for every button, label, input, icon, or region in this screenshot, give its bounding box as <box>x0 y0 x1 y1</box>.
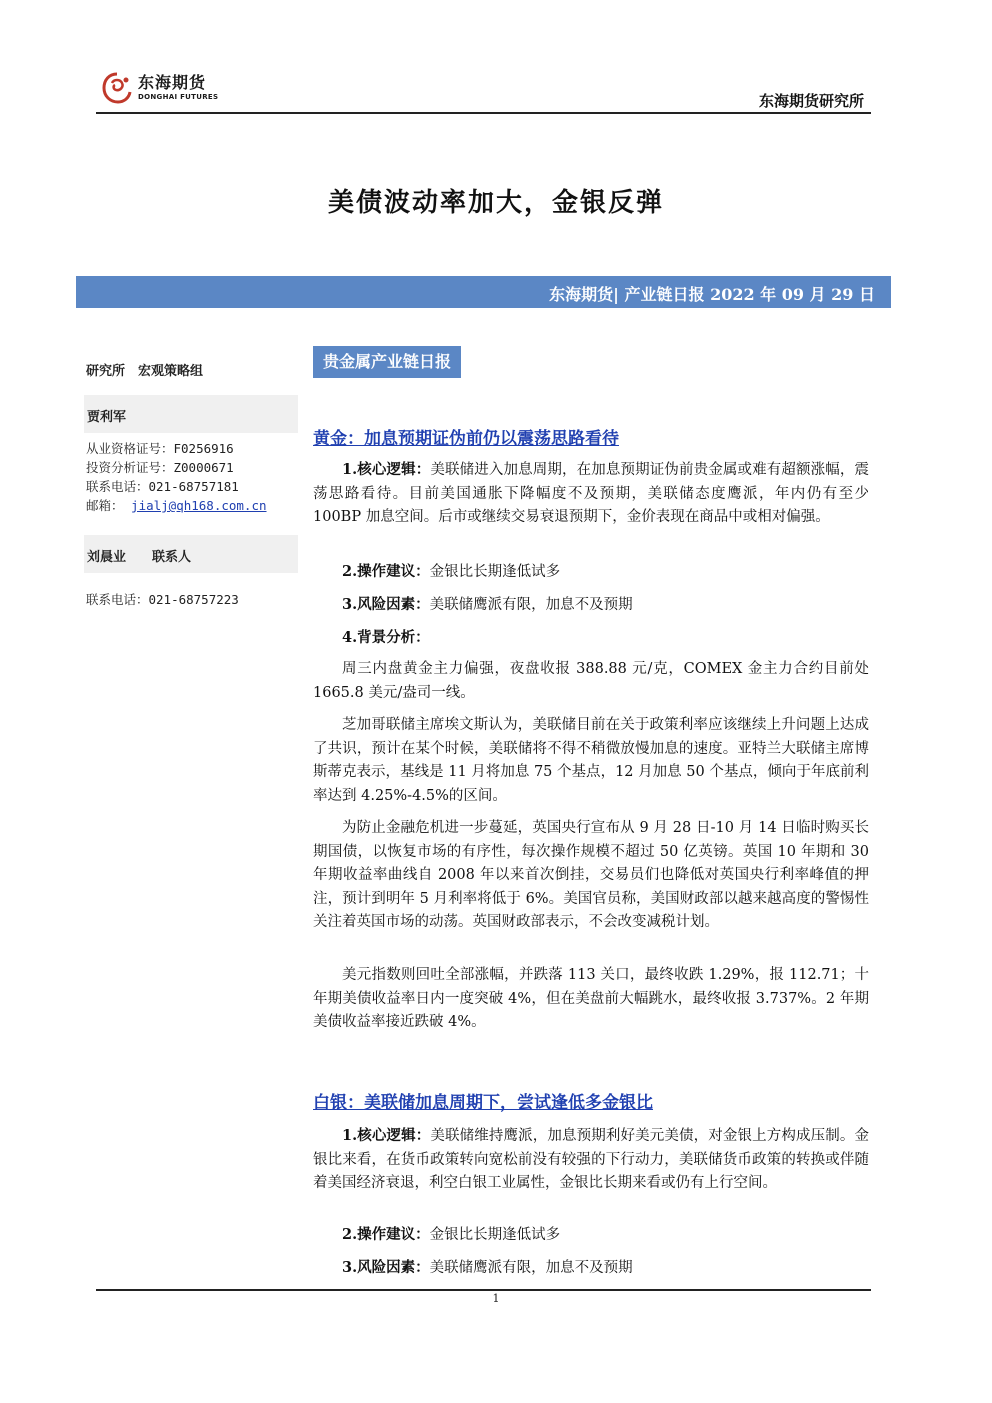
gold-para-a-text: 周三内盘黄金主力偏强，夜盘收报 388.88 元/克，COMEX 金主力合约目前处 1665.8 美元/盎司一线。 <box>313 661 869 701</box>
contact-name-box <box>84 535 298 573</box>
gold-para-b <box>313 714 869 808</box>
silver-risk <box>313 1256 869 1281</box>
gold-para-a <box>313 658 869 705</box>
page-number: 1 <box>492 1292 500 1305</box>
gold-para-c <box>313 817 869 935</box>
gold-advice-text: 金银比长期逢低试多 <box>429 564 561 580</box>
silver-advice <box>313 1223 869 1248</box>
gold-background-label: 4.背景分析： <box>342 629 430 646</box>
email-label: 邮箱： <box>86 498 124 513</box>
gold-para-d-text: 美元指数则回吐全部涨幅，并跌落 113 关口，最终收跌 1.29%，报 112.71；十年期美债收益率日内一度突破 4%，但在美盘前大幅跳水，最终收报 3.737%。2 年期美债收益率接近跌破 4%。 <box>313 967 869 1030</box>
silver-advice-label: 2.操作建议： <box>342 1226 430 1243</box>
logo-english-name: DONGHAI FUTURES <box>138 93 219 101</box>
analyst-qualification: 从业资格证号：F0256916 <box>86 441 234 456</box>
contact-phone: 联系电话：021-68757223 <box>86 592 239 607</box>
gold-risk <box>313 593 869 618</box>
section-tag: 贵金属产业链日报 <box>313 346 461 378</box>
gold-para-d <box>313 964 869 1035</box>
gold-risk-text: 美联储鹰派有限，加息不及预期 <box>429 597 633 613</box>
silver-heading: 白银：美联储加息周期下，尝试逢低多金银比 <box>313 1093 653 1113</box>
silver-core-logic-label: 1.核心逻辑： <box>342 1127 431 1144</box>
gold-para-b-text: 芝加哥联储主席埃文斯认为，美联储目前在关于政策利率应该继续上升问题上达成了共识，预计在某个时候，美联储将不得不稍微放慢加息的速度。亚特兰大联储主席博斯蒂克表示，基线是 11 月将加息 75 个基点，12 月加息 50 个基点，倾向于年底前利率达到 4.25%-4.5%的区间。 <box>313 717 869 804</box>
gold-para-c-text: 为防止金融危机进一步蔓延，英国央行宣布从 9 月 28 日-10 月 14 日临时购买长期国债，以恢复市场的有序性，每次操作规模不超过 50 亿英镑。英国 10 年期和 30 年期收益率曲线自 2008 年以来首次倒挂，交易员们也降低对英国央行利率峰值的押注，预计到明年 5 月利率将低于 6%。美国官员称，美国财政部以越来越高度的警惕性关注着英国市场的动荡。英国财政部表示，不会改变减税计划。 <box>313 820 869 930</box>
silver-risk-label: 3.风险因素： <box>342 1259 430 1276</box>
silver-core-logic <box>313 1124 869 1196</box>
analyst-phone: 联系电话：021-68757181 <box>86 479 239 494</box>
silver-advice-text: 金银比长期逢低试多 <box>429 1227 561 1243</box>
silver-risk-text: 美联储鹰派有限，加息不及预期 <box>429 1260 633 1276</box>
gold-heading: 黄金：加息预期证伪前仍以震荡思路看待 <box>313 429 619 449</box>
company-logo <box>100 68 230 108</box>
analyst-name-box <box>84 395 298 433</box>
analyst-investment-cert: 投资分析证号：Z0000671 <box>86 460 234 475</box>
contact-name: 刘晨业 联系人 <box>87 550 192 565</box>
silver-core-logic-text: 美联储维持鹰派，加息预期利好美元美债，对金银上方构成压制。金银比来看，在货币政策转向宽松前没有较强的下行动力，美联储货币政策的转换或伴随着美国经济衰退，利空白银工业属性，金银比长期来看或仍有上行空间。 <box>313 1128 869 1191</box>
footer-divider <box>96 1289 871 1291</box>
dragon-logo-icon <box>100 71 134 105</box>
logo-chinese-name: 东海期货 <box>138 73 207 92</box>
analyst-name: 贾利军 <box>87 410 127 425</box>
analyst-email-row <box>86 496 267 514</box>
institute-name: 东海期货研究所 <box>758 92 864 110</box>
gold-background <box>313 626 869 651</box>
gold-core-logic <box>313 458 869 530</box>
header-divider <box>96 112 871 114</box>
report-banner <box>76 276 891 308</box>
gold-core-logic-label: 1.核心逻辑： <box>342 461 431 478</box>
gold-risk-label: 3.风险因素： <box>342 596 430 613</box>
email-link[interactable]: jialj@qh168.com.cn <box>131 498 267 513</box>
banner-text: 东海期货| 产业链日报 2022 年 09 月 29 日 <box>549 285 875 304</box>
gold-core-logic-text: 美联储进入加息周期，在加息预期证伪前贵金属或难有超额涨幅，震荡思路看待。目前美国通胀下降幅度不及预期，美联储态度鹰派，年内仍有至少 100BP 加息空间。后市或继续交易衰退预期下，金价表现在商品中或相对偏强。 <box>313 462 869 525</box>
page-title: 美债波动率加大，金银反弹 <box>327 188 664 218</box>
gold-advice <box>313 560 869 585</box>
gold-advice-label: 2.操作建议： <box>342 563 430 580</box>
sidebar-dept: 研究所 宏观策略组 <box>86 364 204 379</box>
